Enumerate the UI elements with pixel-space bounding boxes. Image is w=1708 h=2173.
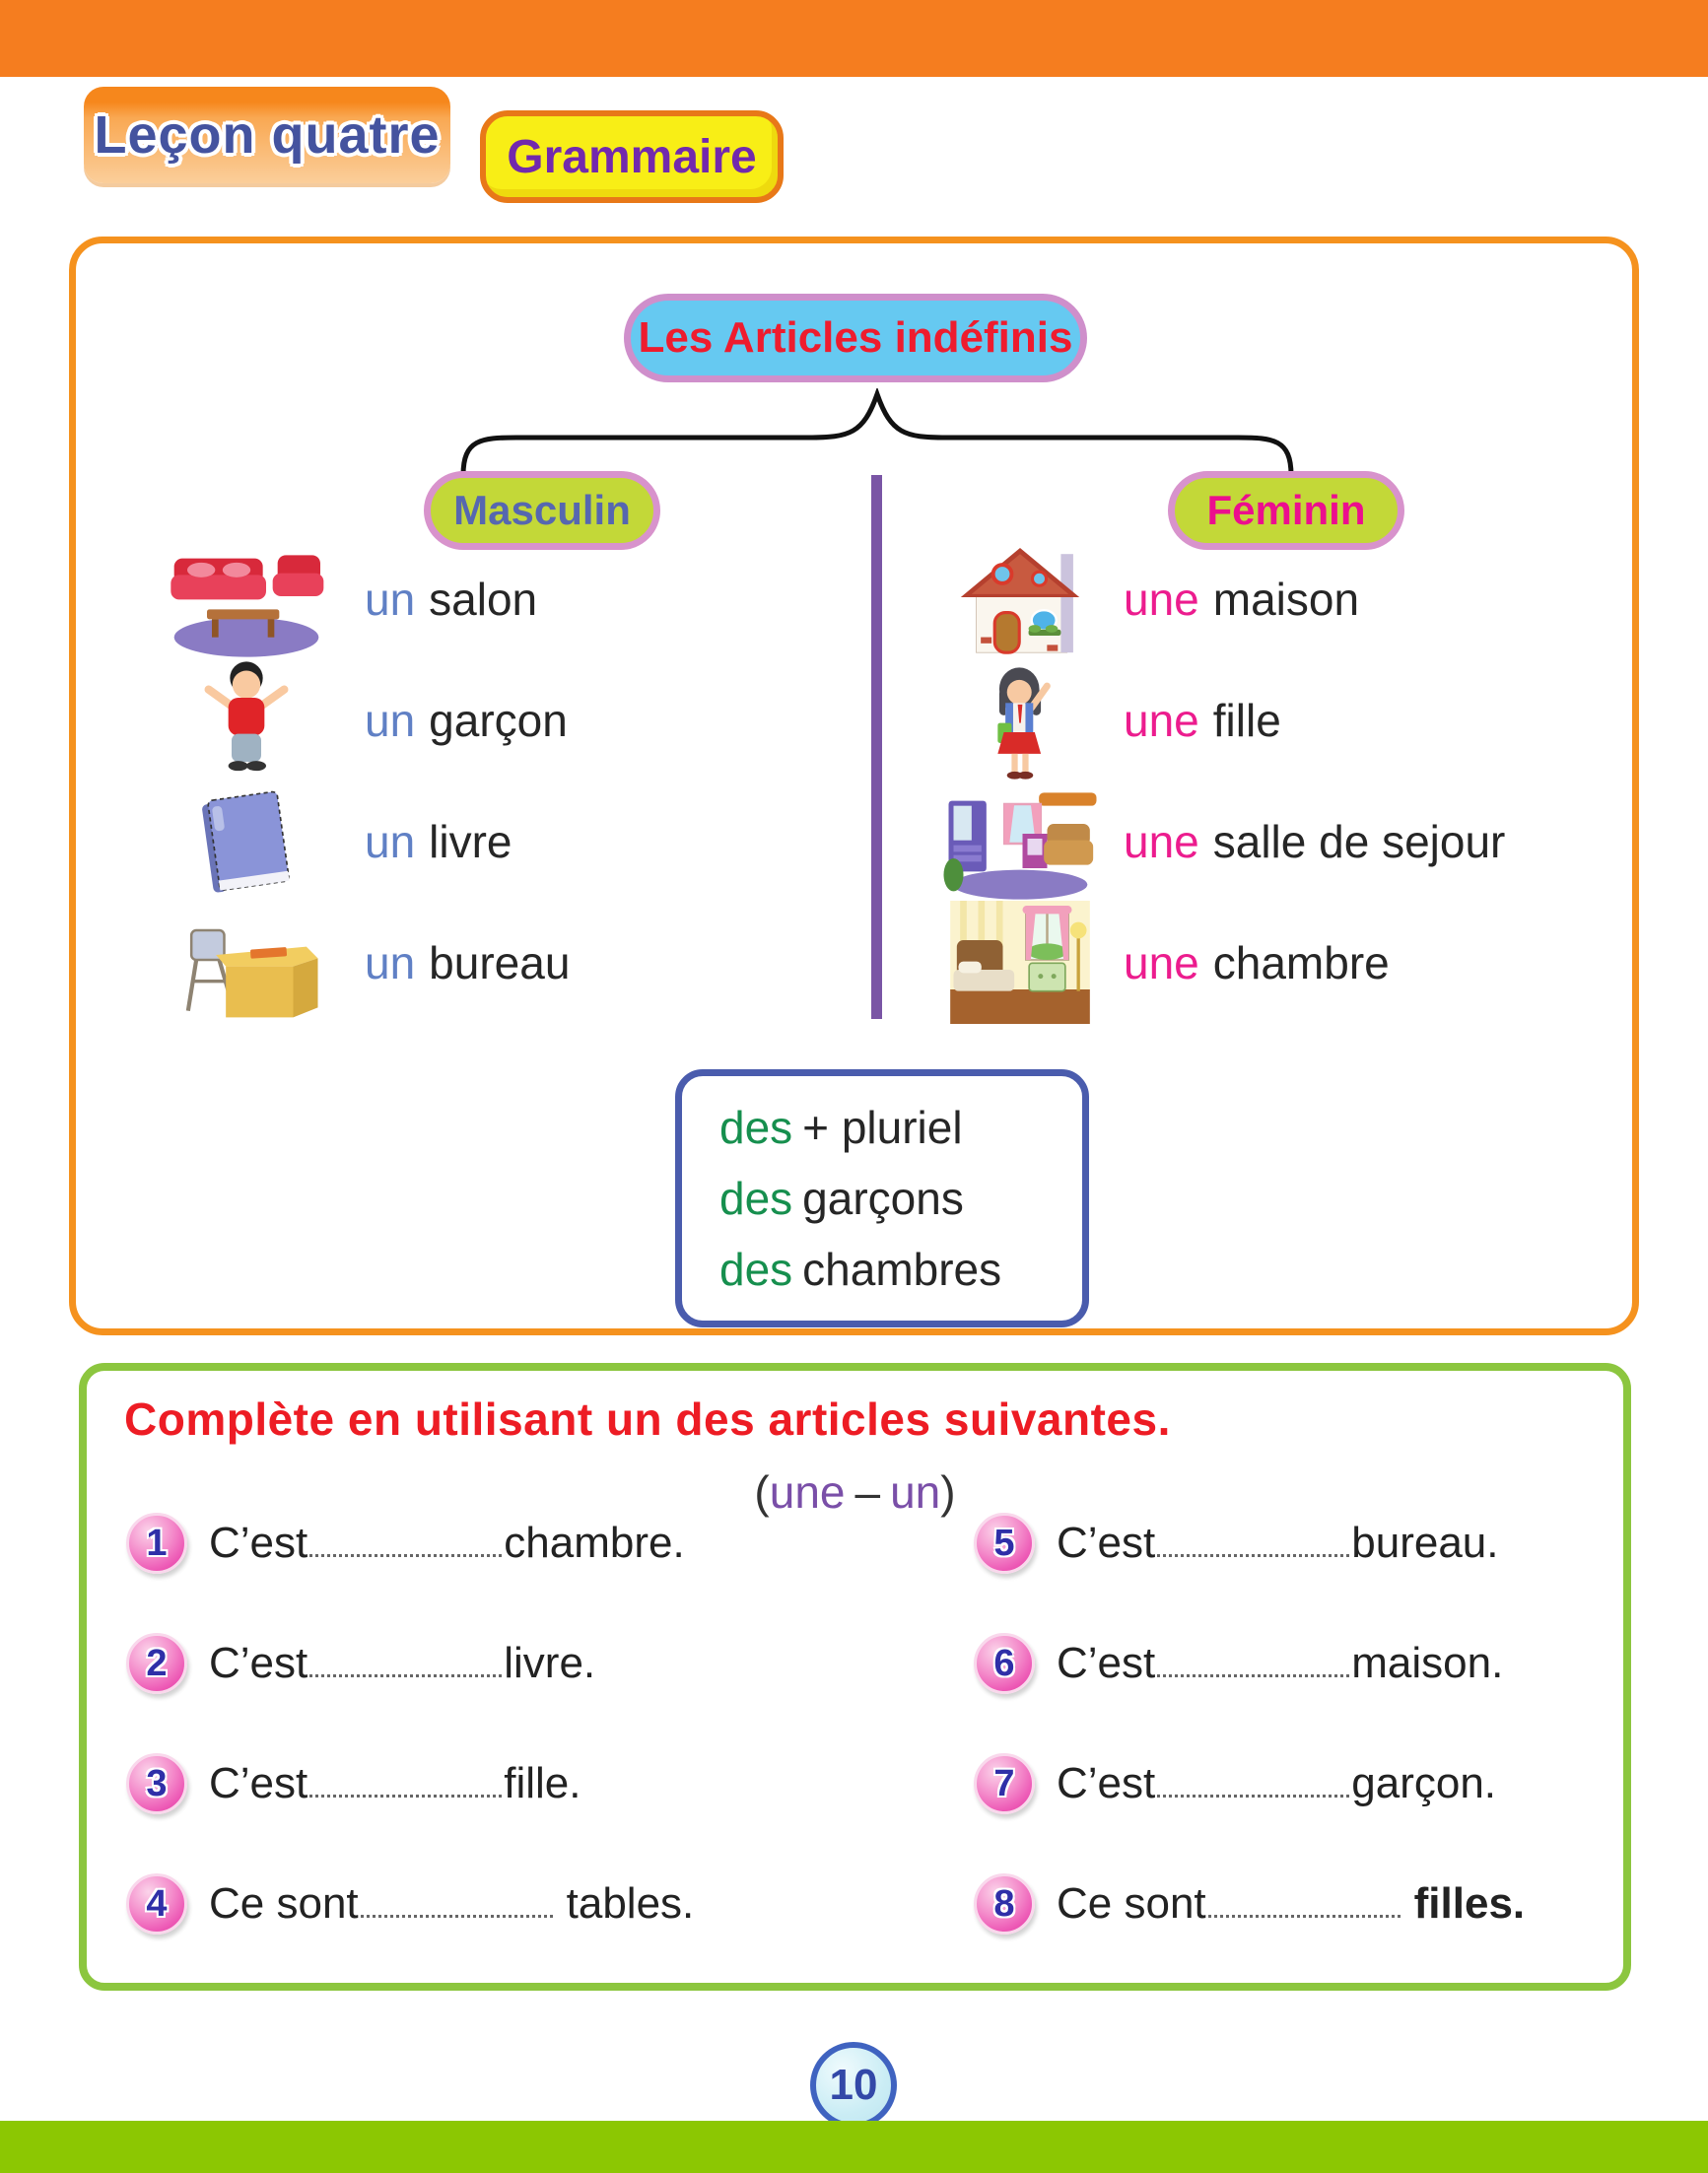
vocab-text: [365, 573, 537, 626]
exercise-item-5: [974, 1509, 1498, 1578]
item-tail: tables.: [566, 1879, 695, 1928]
answer-blank: [1157, 1528, 1349, 1557]
item-tail: filles.: [1413, 1879, 1526, 1928]
page-number-badge: [810, 2042, 897, 2129]
bottom-green-bar: [0, 2121, 1708, 2173]
articles-heading: Les Articles indéfinis: [638, 313, 1073, 362]
answer-blank: [1157, 1768, 1349, 1798]
exercise-item-4: [126, 1869, 694, 1938]
plural-rest: + pluriel: [802, 1102, 963, 1153]
noun: bureau: [429, 936, 571, 988]
salon-image: [128, 537, 365, 660]
exercise-item-2: [126, 1629, 595, 1698]
plural-line: [719, 1172, 1082, 1225]
article: un: [365, 694, 416, 746]
vocab-row-garcon: [128, 658, 568, 781]
item-tail: chambre.: [504, 1519, 685, 1567]
article: une: [1124, 815, 1199, 867]
noun: salon: [429, 573, 538, 625]
item-number-badge: 2: [126, 1633, 187, 1694]
item-lead: C’est: [209, 1639, 308, 1687]
item-tail: maison.: [1351, 1639, 1504, 1687]
hint-close-paren: ): [940, 1466, 956, 1518]
answer-blank: [1208, 1888, 1401, 1918]
item-number-badge: 1: [126, 1513, 187, 1574]
hint-une: une: [769, 1466, 846, 1518]
exercise-instruction: Complète en utilisant un des articles suivantes.: [124, 1393, 1171, 1445]
article: une: [1124, 936, 1199, 988]
item-lead: C’est: [1057, 1519, 1156, 1567]
answer-blank: [309, 1648, 502, 1677]
item-number-badge: 4: [126, 1873, 187, 1935]
plural-rest: chambres: [802, 1244, 1002, 1295]
subject-badge: [480, 110, 784, 203]
article: un: [365, 573, 416, 625]
lesson-title-badge: [84, 87, 450, 183]
article: une: [1124, 573, 1199, 625]
vocab-text: [365, 694, 568, 747]
hint-un: un: [890, 1466, 941, 1518]
vocab-row-chambre: [917, 901, 1390, 1024]
noun: chambre: [1212, 936, 1390, 988]
subject-title: Grammaire: [507, 130, 757, 183]
vocab-text: [1124, 694, 1281, 747]
vocab-row-fille: [917, 658, 1281, 781]
item-tail: livre.: [504, 1639, 596, 1687]
exercise-item-6: [974, 1629, 1503, 1698]
article: un: [365, 815, 416, 867]
vocab-text: [1124, 936, 1390, 989]
page-number: 10: [829, 2061, 878, 2109]
article: une: [1124, 694, 1199, 746]
item-lead: C’est: [209, 1519, 308, 1567]
noun: maison: [1212, 573, 1360, 625]
book-image: [128, 780, 365, 903]
item-number-badge: 6: [974, 1633, 1035, 1694]
bedroom-image: [917, 901, 1124, 1024]
answer-blank: [309, 1528, 502, 1557]
item-tail: fille.: [504, 1759, 581, 1807]
answer-blank: [1157, 1648, 1349, 1677]
noun: salle de sejour: [1212, 815, 1506, 867]
plural-article: des: [719, 1244, 793, 1295]
vocab-row-bureau: [128, 901, 570, 1024]
item-number-badge: 5: [974, 1513, 1035, 1574]
desk-image: [128, 901, 365, 1024]
vocab-text: [365, 815, 512, 868]
lesson-title: Leçon quatre: [94, 105, 441, 165]
column-divider: [871, 475, 882, 1019]
noun: livre: [429, 815, 512, 867]
feminin-label: Féminin: [1206, 487, 1366, 533]
articles-heading-pill: [624, 294, 1087, 382]
item-lead: C’est: [1057, 1759, 1156, 1807]
plural-line: [719, 1243, 1082, 1296]
hint-open-paren: (: [754, 1466, 770, 1518]
vocab-row-maison: [917, 537, 1359, 660]
vocab-row-livre: [128, 780, 512, 903]
boy-image: [128, 658, 365, 781]
girl-image: [917, 658, 1124, 781]
living-room-image: [917, 780, 1124, 903]
brace-connector: [453, 388, 1301, 477]
exercise-item-3: [126, 1749, 581, 1818]
item-tail: garçon.: [1351, 1759, 1497, 1807]
item-lead: C’est: [209, 1759, 308, 1807]
house-image: [917, 537, 1124, 660]
vocab-text: [1124, 573, 1359, 626]
top-orange-bar: [0, 0, 1708, 77]
article: un: [365, 936, 416, 988]
item-lead: C’est: [1057, 1639, 1156, 1687]
vocab-row-salle-de-sejour: [917, 780, 1505, 903]
item-number-badge: 7: [974, 1753, 1035, 1814]
plural-line: [719, 1101, 1082, 1154]
item-lead: Ce sont: [1057, 1879, 1206, 1928]
vocab-text: [365, 936, 570, 989]
plural-rule-box: [675, 1069, 1089, 1327]
item-number-badge: 8: [974, 1873, 1035, 1935]
plural-article: des: [719, 1173, 793, 1224]
hint-dash: –: [854, 1466, 881, 1518]
answer-blank: [361, 1888, 553, 1918]
answer-blank: [309, 1768, 502, 1798]
exercise-item-1: [126, 1509, 685, 1578]
noun: garçon: [429, 694, 568, 746]
item-lead: Ce sont: [209, 1879, 359, 1928]
item-tail: bureau.: [1351, 1519, 1499, 1567]
exercise-item-8: [974, 1869, 1525, 1938]
plural-article: des: [719, 1102, 793, 1153]
exercise-box: [79, 1363, 1631, 1991]
masculin-label: Masculin: [453, 487, 631, 533]
vocab-text: [1124, 815, 1505, 868]
plural-rest: garçons: [802, 1173, 964, 1224]
vocab-row-salon: [128, 537, 537, 660]
noun: fille: [1212, 694, 1281, 746]
exercise-item-7: [974, 1749, 1496, 1818]
item-number-badge: 3: [126, 1753, 187, 1814]
